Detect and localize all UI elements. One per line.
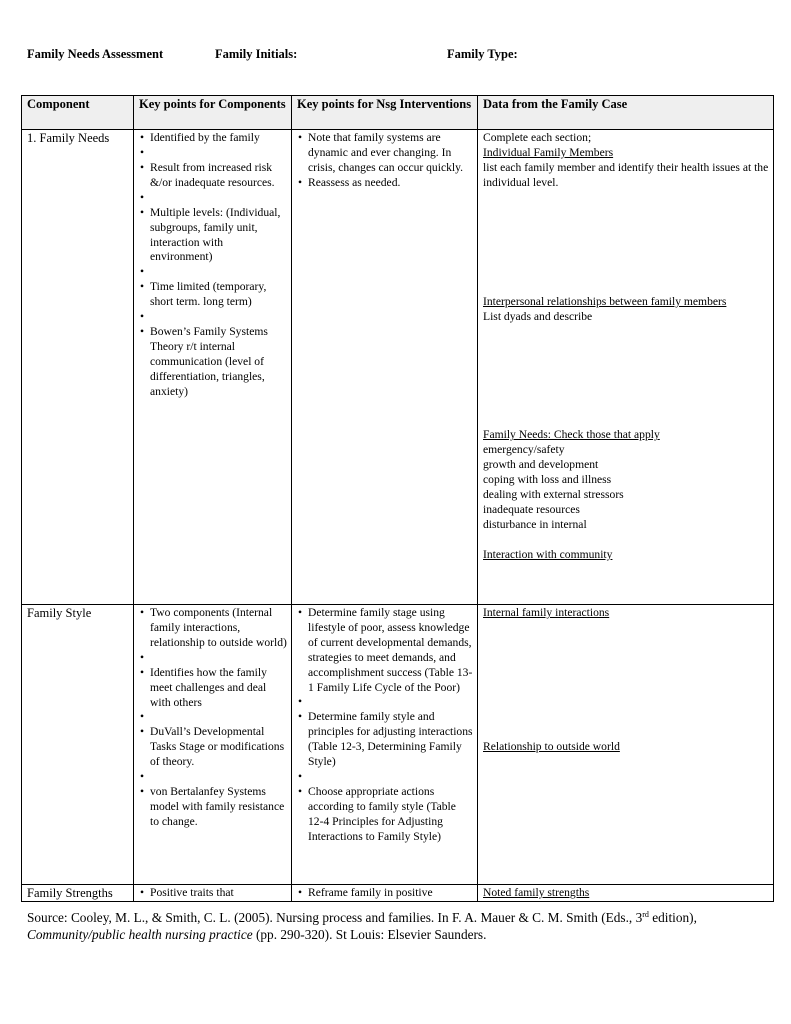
need-item: growth and development [483, 458, 599, 472]
list-item: • Multiple levels: (Individual, subgroups, family unit, interaction with environment) [139, 206, 287, 266]
citation-edition: edition), [648, 910, 697, 925]
family-data-cell [478, 605, 774, 885]
need-item: disturbance in internal [483, 517, 587, 531]
list-item: • Two components (Internal family interactions, relationship to outside world) [139, 606, 287, 651]
assessment-table [21, 95, 774, 902]
list-item: • Reassess as needed. [297, 176, 473, 191]
list-item: • Positive traits that [139, 886, 287, 901]
key-points-cell [134, 885, 292, 902]
list-item: • Time limited (temporary, short term. long term) [139, 280, 287, 310]
need-item: dealing with external stressors [483, 488, 624, 502]
interpersonal-title: Interpersonal relationships between family members [483, 294, 727, 308]
list-item: • DuVall’s Developmental Tasks Stage or modifications of theory. [139, 725, 287, 770]
family-initials-label: Family Initials: [215, 47, 298, 61]
family-type-label: Family Type: [447, 47, 518, 61]
interventions-cell [292, 885, 478, 902]
table-header-row [22, 96, 774, 130]
list-item: • Result from increased risk &/or inadequate resources. [139, 161, 287, 191]
component-cell: 1. Family Needs [22, 130, 134, 605]
interventions-cell [292, 605, 478, 885]
family-data-cell [478, 130, 774, 605]
column-header-key-points: Key points for Components [134, 96, 292, 130]
section-intro: Complete each section; [483, 131, 592, 144]
column-header-family-data: Data from the Family Case [478, 96, 774, 130]
citation-book-title: Community/public health nursing practice [27, 926, 253, 942]
citation-prefix: Source: Cooley, M. L., & Smith, C. L. (2005). Nursing process and families. In F. A. Mauer & C. M. Smith (Eds., 3 [27, 910, 643, 925]
list-item: • Note that family systems are dynamic and ever changing. In crisis, changes can occur quickly. [297, 131, 473, 176]
table-row-family-strengths [22, 885, 774, 902]
table-row-family-style [22, 605, 774, 885]
individual-members-title: Individual Family Members [483, 145, 614, 159]
list-item: • Determine family style and principles for adjusting interactions (Table 12-3, Determining Family Style) [297, 710, 473, 770]
family-data-cell [478, 885, 774, 902]
interpersonal-text: List dyads and describe [483, 309, 593, 323]
list-item: • Choose appropriate actions according to family style (Table 12-4 Principles for Adjusting Interactions to Family Style) [297, 785, 473, 845]
list-item: • Identified by the family [139, 131, 287, 146]
community-title: Interaction with community [483, 547, 613, 561]
need-item: inadequate resources [483, 502, 580, 516]
source-citation [27, 910, 771, 943]
internal-interactions-title: Internal family interactions [483, 606, 610, 619]
need-item: emergency/safety [483, 443, 565, 457]
component-cell: Family Style [22, 605, 134, 885]
table-row-family-needs [22, 130, 774, 605]
family-needs-title: Family Needs: Check those that apply [483, 428, 660, 442]
list-item: • Determine family stage using lifestyle of poor, assess knowledge of current developmental demands, strategies to meet demands, and accomplishment success (Table 13-1 Family Life Cycle of the Poor) [297, 606, 473, 695]
key-points-cell [134, 130, 292, 605]
component-cell: Family Strengths [22, 885, 134, 902]
citation-pages: (pp. 290-320). St Louis: Elsevier Saunders. [252, 926, 487, 942]
interventions-cell [292, 130, 478, 605]
list-item: • Identifies how the family meet challenges and deal with others [139, 666, 287, 711]
citation-superscript: rd [642, 910, 649, 919]
need-item: coping with loss and illness [483, 473, 612, 487]
strengths-title: Noted family strengths [483, 886, 590, 899]
assessment-title: Family Needs Assessment [27, 47, 164, 61]
column-header-component: Component [22, 96, 134, 130]
column-header-interventions: Key points for Nsg Interventions [292, 96, 478, 130]
list-item: • von Bertalanfey Systems model with family resistance to change. [139, 785, 287, 830]
outside-world-title: Relationship to outside world [483, 739, 620, 753]
list-item: • Bowen’s Family Systems Theory r/t internal communication (level of differentiation, triangles, anxiety) [139, 325, 287, 400]
list-item: • Reframe family in positive [297, 886, 473, 901]
individual-members-text: list each family member and identify their health issues at the individual level. [483, 160, 769, 189]
key-points-cell [134, 605, 292, 885]
